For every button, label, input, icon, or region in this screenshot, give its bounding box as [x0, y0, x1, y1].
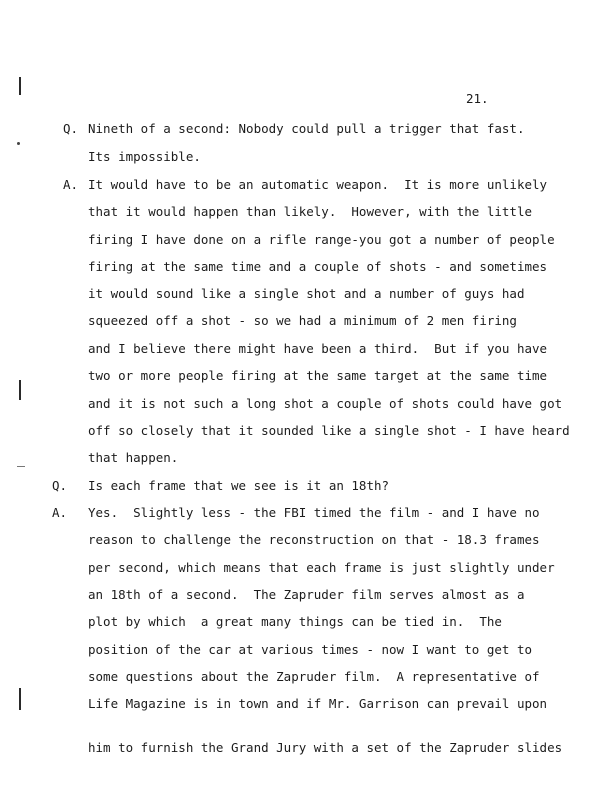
qa-line: firing at the same time and a couple of shots - and sometimes: [88, 259, 548, 274]
qa-line: firing I have done on a rifle range-you got a number of people: [88, 232, 555, 247]
margin-dot: [17, 142, 20, 145]
page-number: 21.: [466, 91, 489, 106]
qa-label-answer: A.: [63, 177, 79, 192]
qa-line: plot by which a great many things can be tied in. The: [88, 614, 502, 629]
qa-line: some questions about the Zapruder film. A representative of: [88, 669, 540, 684]
qa-line: that happen.: [88, 450, 179, 465]
qa-line: Nineth of a second: Nobody could pull a trigger that fast.: [88, 121, 525, 136]
qa-line: and I believe there might have been a third. But if you have: [88, 341, 548, 356]
qa-line: two or more people firing at the same target at the same time: [88, 368, 548, 383]
margin-dash: [17, 466, 25, 467]
margin-mark: [19, 77, 21, 95]
qa-line: position of the car at various times - now I want to get to: [88, 642, 533, 657]
qa-line: per second, which means that each frame is just slightly under: [88, 560, 555, 575]
qa-line: It would have to be an automatic weapon. It is more unlikely: [88, 177, 548, 192]
qa-label-question: Q.: [52, 478, 68, 493]
qa-line: him to furnish the Grand Jury with a set of the Zapruder slides: [88, 740, 563, 755]
qa-line: an 18th of a second. The Zapruder film serves almost as a: [88, 587, 525, 602]
margin-mark: [19, 688, 21, 710]
qa-line: off so closely that it sounded like a single shot - I have heard: [88, 423, 570, 438]
qa-line: squeezed off a shot - so we had a minimum of 2 men firing: [88, 313, 517, 328]
qa-line: that it would happen than likely. However, with the little: [88, 204, 533, 219]
margin-mark: [19, 380, 21, 400]
qa-line: Yes. Slightly less - the FBI timed the film - and I have no: [88, 505, 540, 520]
qa-line: it would sound like a single shot and a number of guys had: [88, 286, 525, 301]
qa-line: reason to challenge the reconstruction on that - 18.3 frames: [88, 532, 540, 547]
qa-label-answer: A.: [52, 505, 68, 520]
qa-label-question: Q.: [63, 121, 79, 136]
qa-line: and it is not such a long shot a couple of shots could have got: [88, 396, 563, 411]
qa-line: Is each frame that we see is it an 18th?: [88, 478, 390, 493]
qa-line: Its impossible.: [88, 149, 201, 164]
qa-line: Life Magazine is in town and if Mr. Garrison can prevail upon: [88, 696, 548, 711]
